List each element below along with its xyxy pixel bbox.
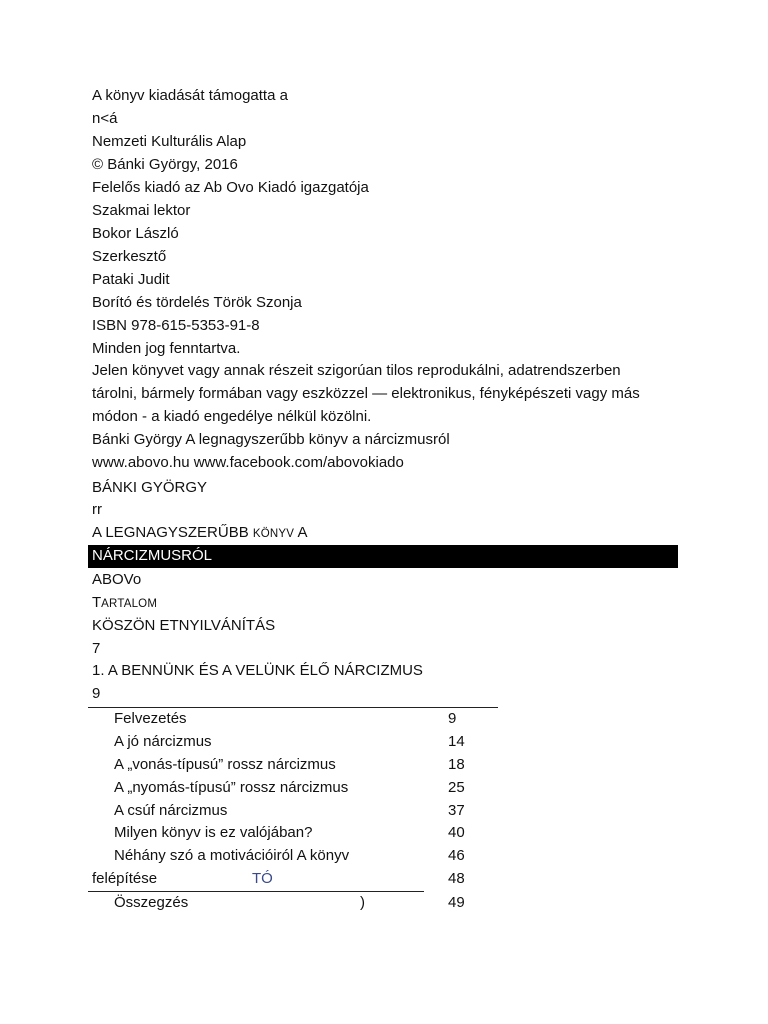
toc-entry-page: 46: [448, 847, 465, 864]
contents-heading-cap: T: [92, 594, 102, 611]
toc-summary-mark: ): [360, 894, 365, 911]
toc-entry-title: A csúf nárcizmus: [114, 802, 228, 819]
imprint-notice-line-1: Jelen könyvet vagy annak részeit szigorúan tilos reprodukálni, adatrendszerben: [92, 362, 621, 379]
imprint-support-line: A könyv kiadását támogatta a: [92, 87, 288, 104]
toc-entry-page: 18: [448, 756, 465, 773]
toc-top-rule: [88, 707, 498, 708]
imprint-editor-name: Pataki Judit: [92, 271, 170, 288]
imprint-copyright: © Bánki György, 2016: [92, 156, 238, 173]
toc-entry-title: Néhány szó a motivációiról A könyv: [114, 847, 350, 864]
toc-entry-page: 40: [448, 824, 465, 841]
toc-chapter-1: 1. A BENNÜNK ÉS A VELÜNK ÉLŐ NÁRCIZMUS: [92, 662, 423, 679]
toc-summary: Összegzés: [114, 894, 189, 911]
toc-entry-page: 14: [448, 733, 465, 750]
toc-entry-title: A „nyomás-típusú” rossz nárcizmus: [114, 779, 349, 796]
imprint-book-title: Bánki György A legnagyszerűbb könyv a nárcizmusról: [92, 431, 450, 448]
title-line-1-main: A LEGNAGYSZERŰBB: [92, 524, 253, 541]
toc-wrap-mark: TÓ: [252, 870, 273, 887]
imprint-reviewer-name: Bokor László: [92, 225, 179, 242]
imprint-rights: Minden jog fenntartva.: [92, 340, 241, 357]
toc-summary-page: 49: [448, 894, 465, 911]
title-mark: rr: [92, 501, 102, 518]
imprint-notice-line-2: tárolni, bármely formában vagy eszközzel — elektronikus, fényképészeti vagy más: [92, 385, 640, 402]
title-line-1-small: KÖNYV: [252, 528, 295, 540]
toc-acknowledgements: KÖSZÖN ETNYILVÁNÍTÁS: [92, 617, 276, 634]
toc-entry-title: A jó nárcizmus: [114, 733, 212, 750]
toc-wrap-page: 48: [448, 870, 465, 887]
title-publisher: ABOVo: [92, 571, 142, 588]
imprint-reviewer-label: Szakmai lektor: [92, 202, 191, 219]
toc-entry-page: 25: [448, 779, 465, 796]
toc-entry-title: A „vonás-típusú” rossz nárcizmus: [114, 756, 336, 773]
title-line-1: [92, 523, 308, 544]
title-line-1-end: A: [294, 524, 308, 541]
imprint-websites: www.abovo.hu www.facebook.com/abovokiado: [92, 454, 404, 471]
toc-acknowledgements-page: 7: [92, 640, 101, 657]
imprint-notice-line-3: módon - a kiadó engedélye nélkül közölni.: [92, 408, 372, 425]
title-author: BÁNKI GYÖRGY: [92, 479, 208, 496]
toc-wrap-text: felépítése: [92, 870, 158, 887]
title-line-2: NÁRCIZMUSRÓL: [92, 547, 213, 564]
toc-entry-page: 37: [448, 802, 465, 819]
imprint-editor-label: Szerkesztő: [92, 248, 167, 265]
contents-heading-rest: ARTALOM: [101, 598, 158, 610]
imprint-isbn: ISBN 978-615-5353-91-8: [92, 317, 260, 334]
imprint-publisher: Felelős kiadó az Ab Ovo Kiadó igazgatója: [92, 179, 369, 196]
toc-entry-page: 9: [448, 710, 457, 727]
imprint-design: Borító és tördelés Török Szonja: [92, 294, 302, 311]
toc-entry-title: Milyen könyv is ez valójában?: [114, 824, 313, 841]
contents-heading: [92, 593, 157, 614]
imprint-logo-text: n<á: [92, 110, 118, 127]
toc-chapter-1-page: 9: [92, 685, 101, 702]
toc-entry-title: Felvezetés: [114, 710, 187, 727]
imprint-fund-name: Nemzeti Kulturális Alap: [92, 133, 247, 150]
toc-bottom-rule: [88, 891, 424, 892]
